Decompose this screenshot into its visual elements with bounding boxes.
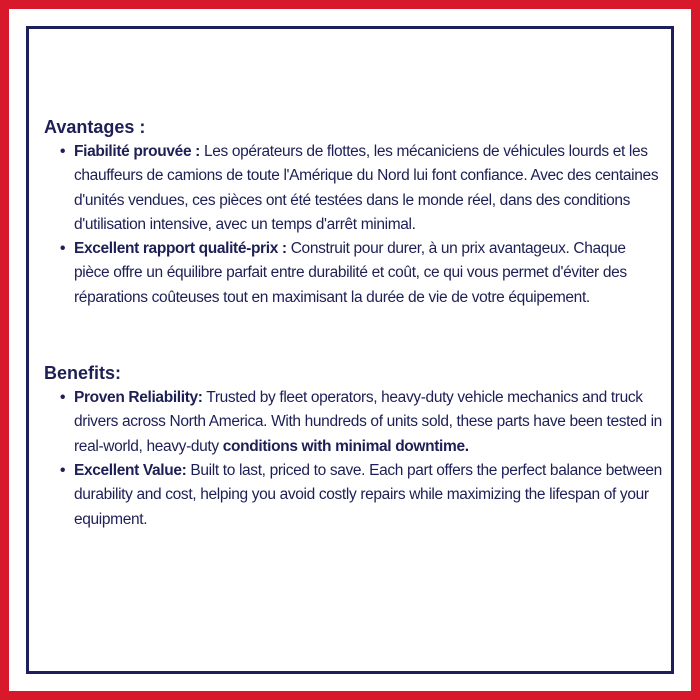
item-text-bold: conditions with minimal downtime.	[222, 437, 469, 455]
french-heading: Avantages :	[44, 117, 146, 137]
bullet-icon: •	[60, 461, 66, 479]
item-text: Built to last, priced to save. Each part offers the perfect balance between durability and cost, helping you avoid costly repairs while maximizing the lifespan of your equipment.	[74, 461, 662, 528]
item-text: Construit pour durer, à un prix avantageux. Chaque pièce offre un équilibre parfait entre durabilité et coût, ce qui vous permet d'éviter des réparations coûteuses tout en maximisant la durée de vie de votre équipement.	[74, 240, 627, 306]
item-text: Trusted by fleet operators, heavy-duty vehicle mechanics and truck drivers across North America. With hundreds of units sold, these parts have been tested in real-world, heavy-duty	[74, 389, 662, 455]
item-lead: Excellent rapport qualité-prix :	[74, 240, 287, 258]
french-list	[44, 140, 664, 310]
item-text: Les opérateurs de flottes, les mécaniciens de véhicules lourds et les chauffeurs de camions de toute l'Amérique du Nord lui font confiance. Avec des centaines d'unités vendues, ces pièces ont été testées dans le monde réel, dans des conditions d'utilisation intensive, avec un temps d'arrêt minimal.	[74, 143, 659, 233]
english-list	[44, 386, 664, 532]
bullet-icon: •	[60, 240, 66, 258]
list-item	[60, 237, 664, 310]
english-section	[44, 362, 664, 532]
item-lead: Excellent Value:	[74, 461, 187, 479]
bullet-icon: •	[60, 389, 66, 407]
list-item	[60, 386, 664, 459]
french-section	[44, 116, 664, 310]
bullet-icon: •	[60, 143, 66, 160]
english-heading: Benefits:	[44, 363, 122, 384]
item-lead: Fiabilité prouvée :	[74, 143, 200, 160]
list-item	[60, 140, 664, 237]
item-lead: Proven Reliability:	[74, 389, 203, 407]
list-item	[60, 459, 664, 532]
benefits-card	[44, 116, 664, 532]
